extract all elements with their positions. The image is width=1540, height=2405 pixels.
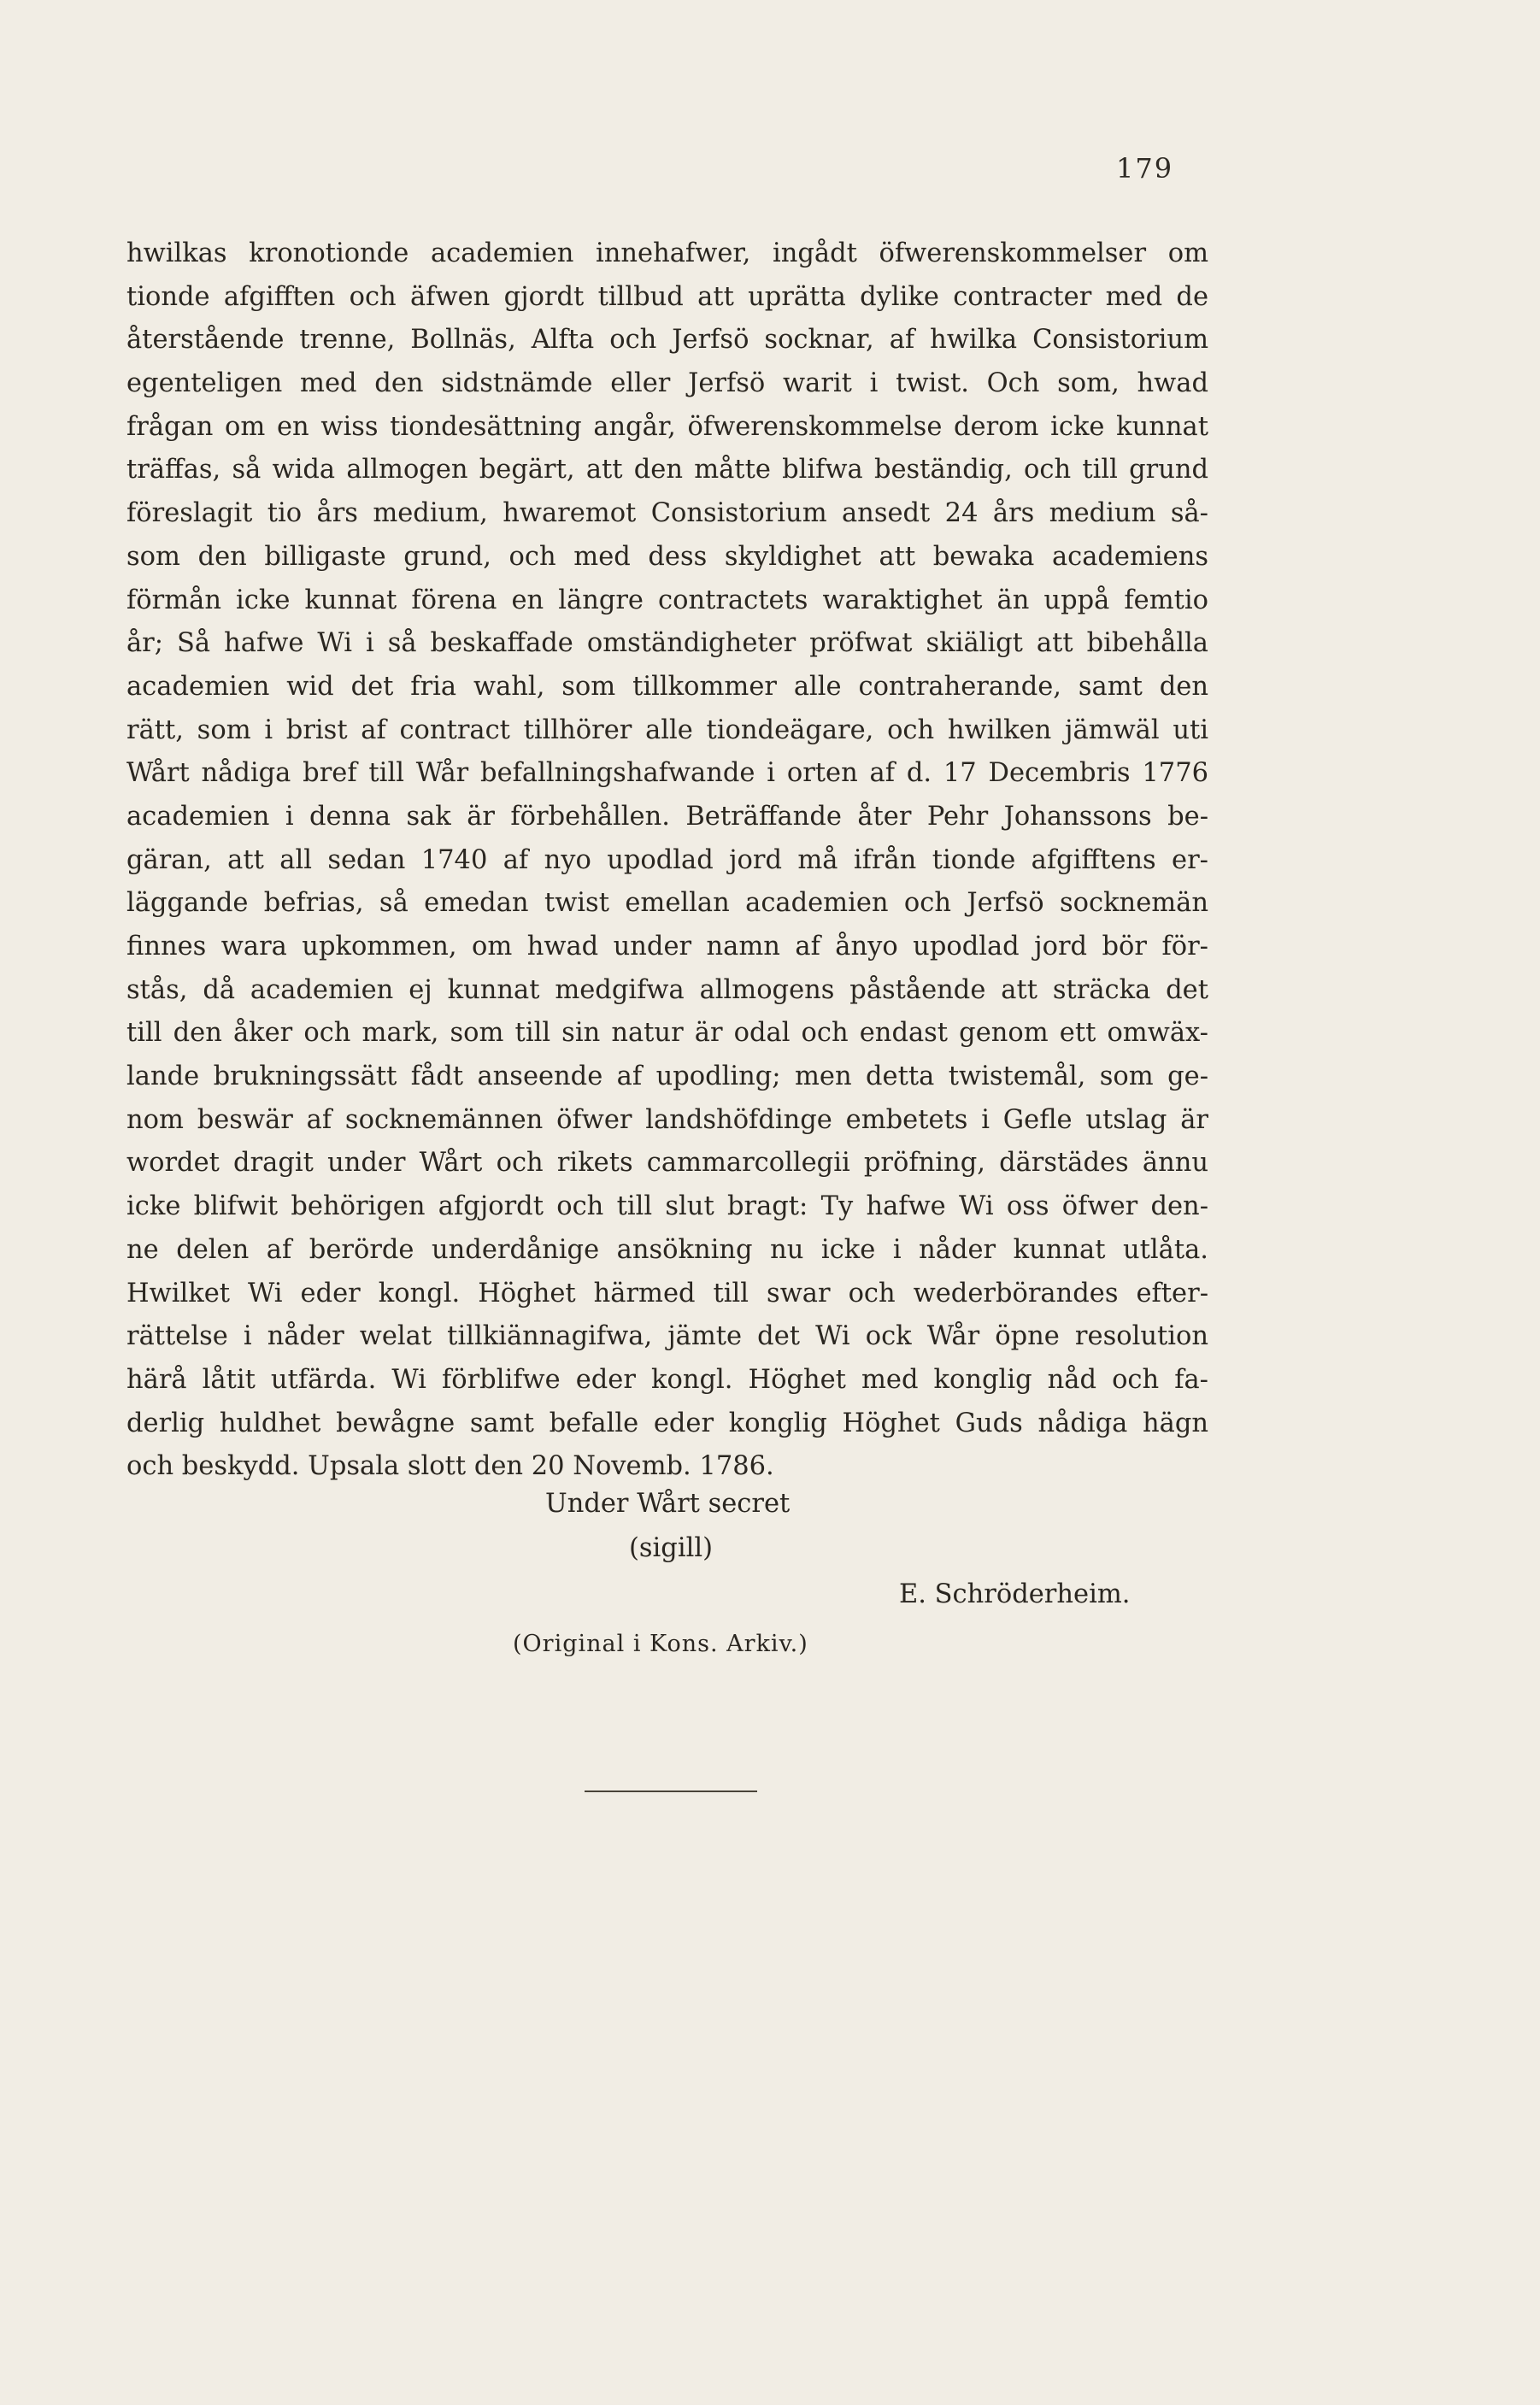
text-line: stås, då academien ej kunnat medgifwa allmogens påstående att sträcka det [126, 974, 1208, 1005]
text-line: träffas, så wida allmogen begärt, att den måtte blifwa beständig, och till grund [126, 455, 1208, 485]
text-line: och beskydd. Upsala slott den 20 Novemb. 1786. [126, 1451, 774, 1482]
text-line: Hwilket Wi eder kongl. Höghet härmed till swar och wederbörandes efter- [126, 1278, 1208, 1308]
text-line: som den billigaste grund, och med dess skyldighet att bewaka academiens [126, 541, 1208, 572]
text-line: återstående trenne, Bollnäs, Alfta och Jerfsö socknar, af hwilka Consistorium [126, 325, 1208, 356]
text-line: Wårt nådiga bref till Wår befallningshafwande i orten af d. 17 Decembris 1776 [126, 758, 1208, 789]
text-line: gäran, att all sedan 1740 af nyo upodlad jord må ifrån tionde afgifftens er- [126, 844, 1208, 875]
text-line: läggande befrias, så emedan twist emellan academien och Jerfsö socknemän [126, 888, 1208, 919]
text-line: academien i denna sak är förbehållen. Beträffande åter Pehr Johanssons be- [126, 801, 1208, 832]
text-line: academien wid det fria wahl, som tillkommer alle contraherande, samt den [126, 671, 1208, 702]
seal-note: (sigill) [629, 1533, 713, 1563]
text-line: härå låtit utfärda. Wi förblifwe eder kongl. Höghet med konglig nåd och fa- [126, 1364, 1208, 1395]
text-line: förmån icke kunnat förena en längre contractets waraktighet än uppå femtio [126, 585, 1208, 615]
text-line: rätt, som i brist af contract tillhörer alle tiondeägare, och hwilken jämwäl uti [126, 714, 1208, 745]
letter-body [126, 232, 1208, 1489]
text-line: derlig huldhet bewågne samt befalle eder konglig Höghet Guds nådiga hägn [126, 1408, 1208, 1438]
text-line: frågan om en wiss tiondesättning angår, öfwerenskommelse derom icke kunnat [126, 411, 1208, 442]
text-line: nom beswär af socknemännen öfwer landshöfdinge embetets i Gefle utslag är [126, 1104, 1208, 1135]
text-line: ne delen af berörde underdånige ansökning nu icke i nåder kunnat utlåta. [126, 1234, 1208, 1265]
text-line: lande brukningssätt fådt anseende af upodling; men detta twistemål, som ge- [126, 1061, 1208, 1092]
text-line: föreslagit tio års medium, hwaremot Consistorium ansedt 24 års medium så- [126, 498, 1208, 529]
text-line: egenteligen med den sidstnämde eller Jerfsö warit i twist. Och som, hwad [126, 368, 1208, 399]
text-line: rättelse i nåder welat tillkiännagifwa, jämte det Wi ock Wår öpne resolution [126, 1321, 1208, 1352]
end-rule [585, 1791, 757, 1792]
text-line: finnes wara upkommen, om hwad under namn af ånyo upodlad jord bör för- [126, 932, 1208, 961]
source-note: (Original i Kons. Arkiv.) [513, 1631, 808, 1657]
text-line: tionde afgifften och äfwen gjordt tillbud att uprätta dylike contracter med de [126, 281, 1208, 312]
closing-under-secret: Under Wårt secret [545, 1489, 791, 1519]
text-line: till den åker och mark, som till sin natur är odal och endast genom ett omwäx- [126, 1018, 1208, 1049]
page-number: 179 [1116, 152, 1174, 185]
text-line: icke blifwit behörigen afgjordt och till slut bragt: Ty hafwe Wi oss öfwer den- [126, 1191, 1208, 1222]
text-line: wordet dragit under Wårt och rikets cammarcollegii pröfning, därstädes ännu [126, 1148, 1208, 1179]
signature: E. Schröderheim. [899, 1579, 1131, 1609]
text-line: år; Så hafwe Wi i så beskaffade omständigheter pröfwat skiäligt att bibehålla [126, 628, 1208, 659]
text-line: hwilkas kronotionde academien innehafwer, ingådt öfwerenskommelser om [126, 238, 1208, 268]
